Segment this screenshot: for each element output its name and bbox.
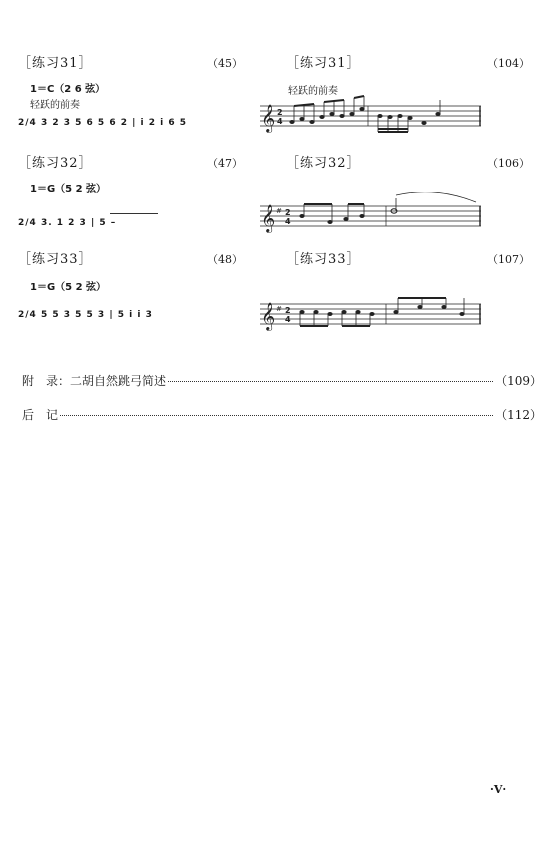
exercise-31-tempo-right: 轻跃的前奏 <box>288 86 338 97</box>
svg-text:#: # <box>276 305 282 313</box>
exercise-31-tempo-left: 轻跃的前奏 <box>30 100 80 111</box>
exercise-32-key: 1＝G（5 2 弦） <box>30 184 107 195</box>
exercise-33-title-right: ［练习33］ <box>286 252 361 267</box>
tie-line <box>110 213 158 214</box>
svg-text:2: 2 <box>285 208 291 217</box>
toc-entry-appendix[interactable] <box>22 372 542 389</box>
exercise-31-title-right: ［练习31］ <box>286 56 361 71</box>
time-signature: 2/4 <box>18 218 37 228</box>
exercise-31-key: 1＝C（2 6 弦） <box>30 84 106 95</box>
toc-label: 后 记 <box>22 408 59 422</box>
exercise-31-page-right: （104） <box>487 57 530 70</box>
exercise-33-page-right: （107） <box>487 253 530 266</box>
toc-page: （109） <box>495 374 542 388</box>
jianpu-notes: 3. 1 2 3 | 5 – <box>40 218 117 228</box>
exercise-33-jianpu <box>18 310 153 320</box>
time-signature: 2/4 <box>18 118 37 128</box>
staff-exercise-31 <box>258 92 483 136</box>
exercise-33-page-left: （48） <box>207 253 243 266</box>
exercise-32-jianpu <box>18 218 116 228</box>
page-number: ·V· <box>490 783 507 796</box>
svg-text:2: 2 <box>285 306 291 315</box>
svg-text:2: 2 <box>277 108 283 117</box>
toc-page: （112） <box>495 408 542 422</box>
exercise-32-page-right: （106） <box>487 157 530 170</box>
staff-exercise-32 <box>258 192 483 236</box>
toc-entry-afterword[interactable] <box>22 406 542 423</box>
exercise-32-title-right: ［练习32］ <box>286 156 361 171</box>
svg-text:4: 4 <box>277 117 283 126</box>
exercise-31-page-left: （45） <box>207 57 243 70</box>
svg-text:4: 4 <box>285 315 291 324</box>
jianpu-notes: 5 5 3 5 5 3 | 5 i i 3 <box>40 310 153 320</box>
toc-label: 附 录：二胡自然跳弓简述 <box>22 374 167 388</box>
toc-leader-dots <box>60 415 493 416</box>
treble-clef-icon: 𝄞 <box>261 104 276 132</box>
staff-exercise-33 <box>258 290 483 334</box>
exercise-31-jianpu <box>18 118 187 128</box>
exercise-32-page-left: （47） <box>207 157 243 170</box>
jianpu-notes: 3 2 3 5 6 5 6 2 | i 2 i 6 5 <box>40 118 188 128</box>
treble-clef-icon: 𝄞 <box>261 302 276 330</box>
exercise-33-key: 1＝G（5 2 弦） <box>30 282 107 293</box>
exercise-32-title-left: ［练习32］ <box>18 156 93 171</box>
svg-text:#: # <box>276 207 282 215</box>
svg-text:4: 4 <box>285 217 291 226</box>
exercise-31-title-left: ［练习31］ <box>18 56 93 71</box>
exercise-33-title-left: ［练习33］ <box>18 252 93 267</box>
treble-clef-icon: 𝄞 <box>261 204 276 232</box>
time-signature: 2/4 <box>18 310 37 320</box>
toc-leader-dots <box>168 381 493 382</box>
